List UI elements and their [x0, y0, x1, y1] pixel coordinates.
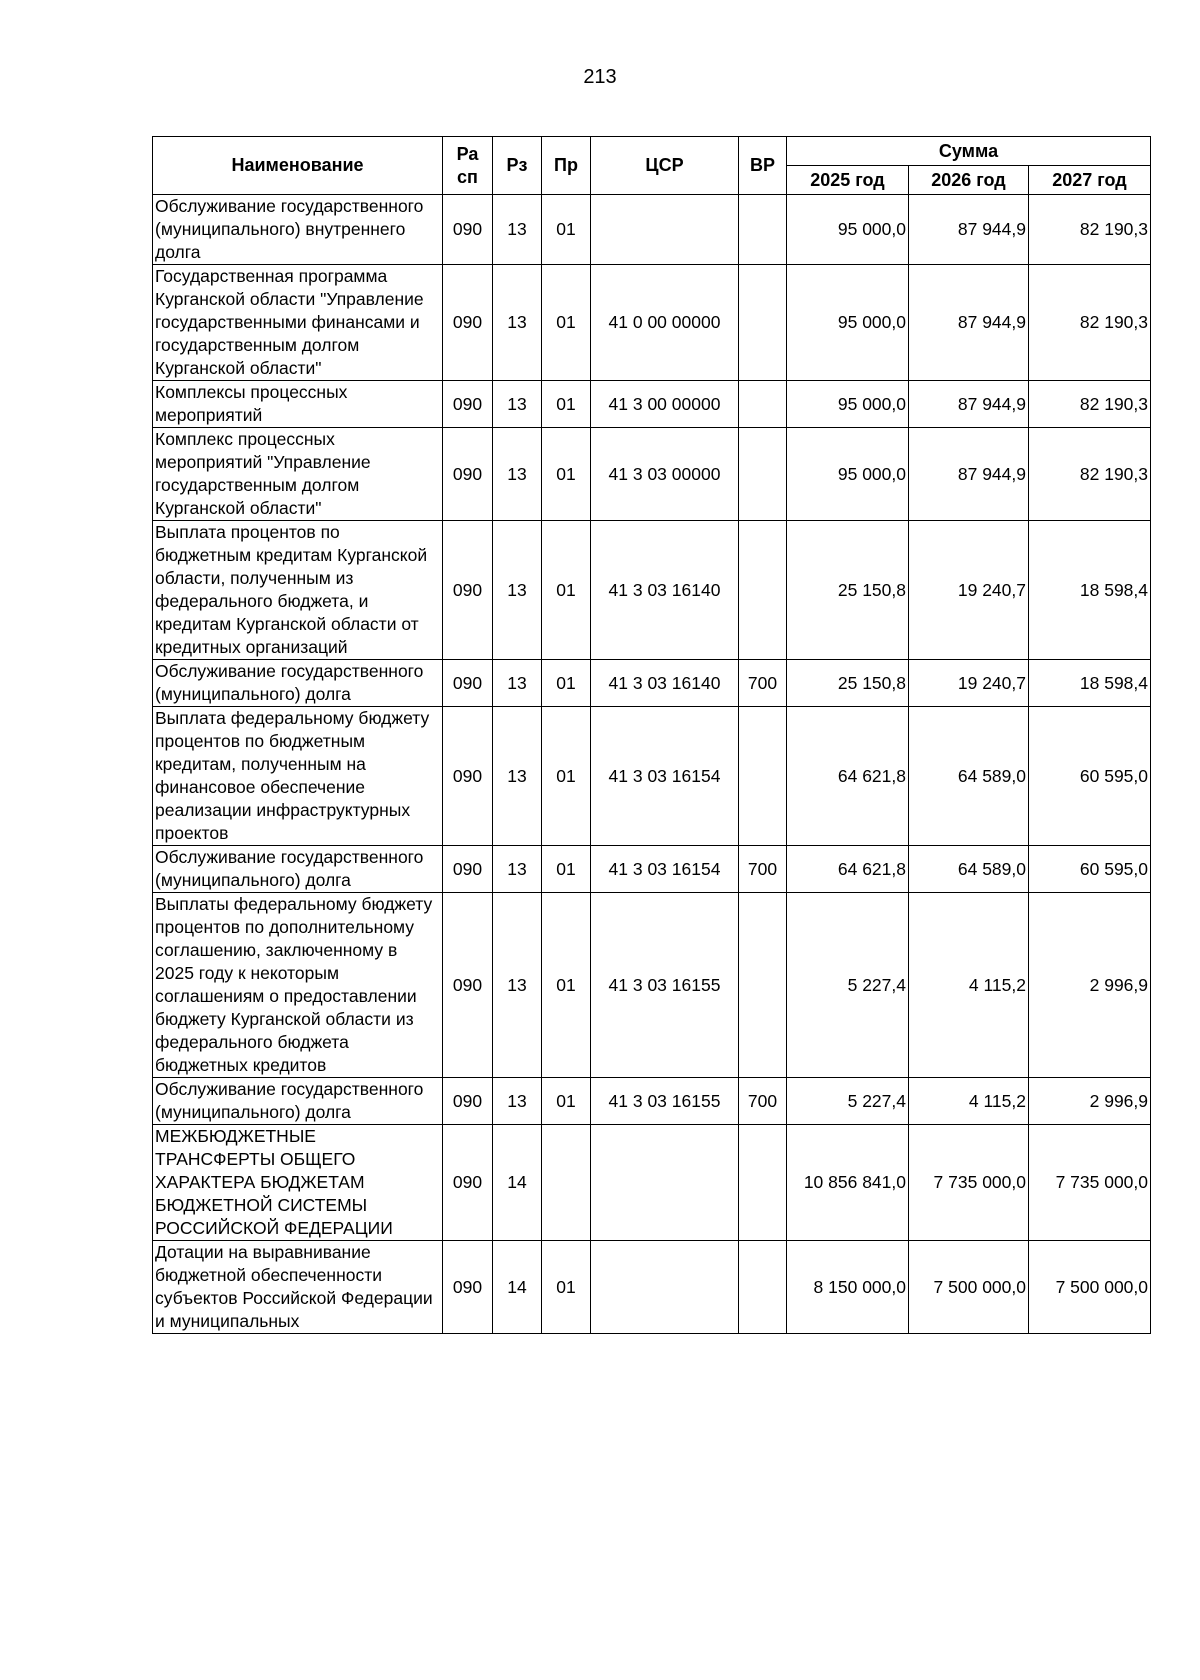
- cell-2026: 64 589,0: [909, 846, 1029, 893]
- cell-rasp: 090: [443, 660, 493, 707]
- cell-2025: 64 621,8: [787, 707, 909, 846]
- cell-vr: 700: [739, 660, 787, 707]
- cell-2027: 2 996,9: [1029, 1078, 1151, 1125]
- cell-pr: 01: [542, 1241, 591, 1334]
- cell-rasp: 090: [443, 428, 493, 521]
- cell-rasp: 090: [443, 1078, 493, 1125]
- cell-2027: 82 190,3: [1029, 381, 1151, 428]
- cell-2026: 87 944,9: [909, 195, 1029, 265]
- cell-2025: 10 856 841,0: [787, 1125, 909, 1241]
- header-2027: 2027 год: [1029, 166, 1151, 195]
- cell-rz: 14: [493, 1125, 542, 1241]
- cell-rasp: 090: [443, 521, 493, 660]
- cell-2025: 95 000,0: [787, 265, 909, 381]
- header-csr: ЦСР: [591, 137, 739, 195]
- cell-2025: 95 000,0: [787, 428, 909, 521]
- cell-2026: 19 240,7: [909, 521, 1029, 660]
- cell-rz: 13: [493, 893, 542, 1078]
- cell-vr: [739, 381, 787, 428]
- cell-2026: 87 944,9: [909, 265, 1029, 381]
- cell-name: Выплата федеральному бюджету процентов по бюджетным кредитам, полученным на финансовое обеспечение реализации инфраструктурных проектов: [153, 707, 443, 846]
- header-rz: Рз: [493, 137, 542, 195]
- cell-rasp: 090: [443, 195, 493, 265]
- cell-pr: 01: [542, 660, 591, 707]
- cell-pr: 01: [542, 707, 591, 846]
- header-pr: Пр: [542, 137, 591, 195]
- cell-name: Дотации на выравнивание бюджетной обеспеченности субъектов Российской Федерации и муниципальных: [153, 1241, 443, 1334]
- table-body: [153, 195, 1151, 1334]
- cell-pr: 01: [542, 521, 591, 660]
- budget-table: [152, 136, 1151, 1334]
- table-row: [153, 707, 1151, 846]
- cell-name: Выплата процентов по бюджетным кредитам Курганской области, полученным из федерального бюджета, и кредитам Курганской области от кредитных организаций: [153, 521, 443, 660]
- cell-pr: 01: [542, 381, 591, 428]
- cell-2025: 95 000,0: [787, 195, 909, 265]
- cell-vr: [739, 428, 787, 521]
- cell-csr: 41 3 03 16155: [591, 1078, 739, 1125]
- cell-pr: [542, 1125, 591, 1241]
- cell-rz: 13: [493, 428, 542, 521]
- cell-rz: 13: [493, 846, 542, 893]
- cell-csr: 41 3 03 16140: [591, 660, 739, 707]
- cell-2026: 7 735 000,0: [909, 1125, 1029, 1241]
- table-row: [153, 660, 1151, 707]
- cell-pr: 01: [542, 265, 591, 381]
- cell-2026: 87 944,9: [909, 428, 1029, 521]
- cell-2026: 19 240,7: [909, 660, 1029, 707]
- cell-pr: 01: [542, 1078, 591, 1125]
- header-rasp: Ра сп: [443, 137, 493, 195]
- cell-rasp: 090: [443, 265, 493, 381]
- cell-2025: 64 621,8: [787, 846, 909, 893]
- cell-vr: [739, 195, 787, 265]
- cell-rz: 13: [493, 265, 542, 381]
- cell-rz: 13: [493, 707, 542, 846]
- cell-csr: [591, 195, 739, 265]
- cell-rz: 13: [493, 521, 542, 660]
- cell-rasp: 090: [443, 381, 493, 428]
- table-row: [153, 1241, 1151, 1334]
- cell-rasp: 090: [443, 893, 493, 1078]
- cell-2025: 5 227,4: [787, 893, 909, 1078]
- table-row: [153, 1125, 1151, 1241]
- cell-2027: 7 735 000,0: [1029, 1125, 1151, 1241]
- cell-2027: 60 595,0: [1029, 707, 1151, 846]
- header-sum: Сумма: [787, 137, 1151, 166]
- table-row: [153, 893, 1151, 1078]
- cell-vr: 700: [739, 1078, 787, 1125]
- cell-2027: 60 595,0: [1029, 846, 1151, 893]
- cell-csr: [591, 1125, 739, 1241]
- cell-name: Выплаты федеральному бюджету процентов по дополнительному соглашению, заключенному в 2025 году к некоторым соглашениям о предоставлении бюджету Курганской области из федерального бюджета бюджетных кредитов: [153, 893, 443, 1078]
- cell-name: Комплексы процессных мероприятий: [153, 381, 443, 428]
- table-row: [153, 1078, 1151, 1125]
- cell-csr: 41 0 00 00000: [591, 265, 739, 381]
- cell-pr: 01: [542, 195, 591, 265]
- cell-name: МЕЖБЮДЖЕТНЫЕ ТРАНСФЕРТЫ ОБЩЕГО ХАРАКТЕРА БЮДЖЕТАМ БЮДЖЕТНОЙ СИСТЕМЫ РОССИЙСКОЙ ФЕДЕРАЦИИ: [153, 1125, 443, 1241]
- cell-2026: 4 115,2: [909, 893, 1029, 1078]
- cell-2025: 25 150,8: [787, 660, 909, 707]
- header-name: Наименование: [153, 137, 443, 195]
- cell-2025: 95 000,0: [787, 381, 909, 428]
- table-row: [153, 521, 1151, 660]
- cell-name: Комплекс процессных мероприятий "Управление государственным долгом Курганской области": [153, 428, 443, 521]
- cell-name: Обслуживание государственного (муниципального) долга: [153, 660, 443, 707]
- cell-vr: [739, 265, 787, 381]
- cell-2026: 4 115,2: [909, 1078, 1029, 1125]
- cell-2027: 82 190,3: [1029, 428, 1151, 521]
- cell-vr: [739, 707, 787, 846]
- page-number: 213: [583, 66, 617, 88]
- cell-rz: 14: [493, 1241, 542, 1334]
- cell-2027: 7 500 000,0: [1029, 1241, 1151, 1334]
- table-row: [153, 265, 1151, 381]
- cell-rz: 13: [493, 1078, 542, 1125]
- cell-vr: [739, 1125, 787, 1241]
- cell-csr: 41 3 03 16140: [591, 521, 739, 660]
- cell-name: Государственная программа Курганской области "Управление государственными финансами и государственным долгом Курганской области": [153, 265, 443, 381]
- table-row: [153, 381, 1151, 428]
- cell-pr: 01: [542, 428, 591, 521]
- cell-rasp: 090: [443, 1241, 493, 1334]
- cell-vr: 700: [739, 846, 787, 893]
- cell-2026: 87 944,9: [909, 381, 1029, 428]
- cell-rasp: 090: [443, 1125, 493, 1241]
- cell-rasp: 090: [443, 846, 493, 893]
- cell-vr: [739, 1241, 787, 1334]
- cell-rz: 13: [493, 660, 542, 707]
- cell-rz: 13: [493, 381, 542, 428]
- cell-csr: 41 3 03 16155: [591, 893, 739, 1078]
- cell-2026: 64 589,0: [909, 707, 1029, 846]
- cell-2027: 18 598,4: [1029, 521, 1151, 660]
- table-row: [153, 195, 1151, 265]
- header-vr: ВР: [739, 137, 787, 195]
- cell-pr: 01: [542, 846, 591, 893]
- cell-2027: 2 996,9: [1029, 893, 1151, 1078]
- cell-name: Обслуживание государственного (муниципального) внутреннего долга: [153, 195, 443, 265]
- cell-pr: 01: [542, 893, 591, 1078]
- table-row: [153, 846, 1151, 893]
- cell-2025: 8 150 000,0: [787, 1241, 909, 1334]
- cell-csr: 41 3 03 16154: [591, 846, 739, 893]
- cell-2026: 7 500 000,0: [909, 1241, 1029, 1334]
- cell-csr: 41 3 03 00000: [591, 428, 739, 521]
- cell-2027: 82 190,3: [1029, 265, 1151, 381]
- cell-rasp: 090: [443, 707, 493, 846]
- cell-vr: [739, 521, 787, 660]
- cell-name: Обслуживание государственного (муниципального) долга: [153, 1078, 443, 1125]
- header-2026: 2026 год: [909, 166, 1029, 195]
- cell-2025: 25 150,8: [787, 521, 909, 660]
- cell-vr: [739, 893, 787, 1078]
- table-row: [153, 428, 1151, 521]
- cell-name: Обслуживание государственного (муниципального) долга: [153, 846, 443, 893]
- cell-2025: 5 227,4: [787, 1078, 909, 1125]
- cell-2027: 18 598,4: [1029, 660, 1151, 707]
- cell-2027: 82 190,3: [1029, 195, 1151, 265]
- cell-rz: 13: [493, 195, 542, 265]
- cell-csr: 41 3 03 16154: [591, 707, 739, 846]
- cell-csr: [591, 1241, 739, 1334]
- table-header: [153, 137, 1151, 195]
- header-2025: 2025 год: [787, 166, 909, 195]
- cell-csr: 41 3 00 00000: [591, 381, 739, 428]
